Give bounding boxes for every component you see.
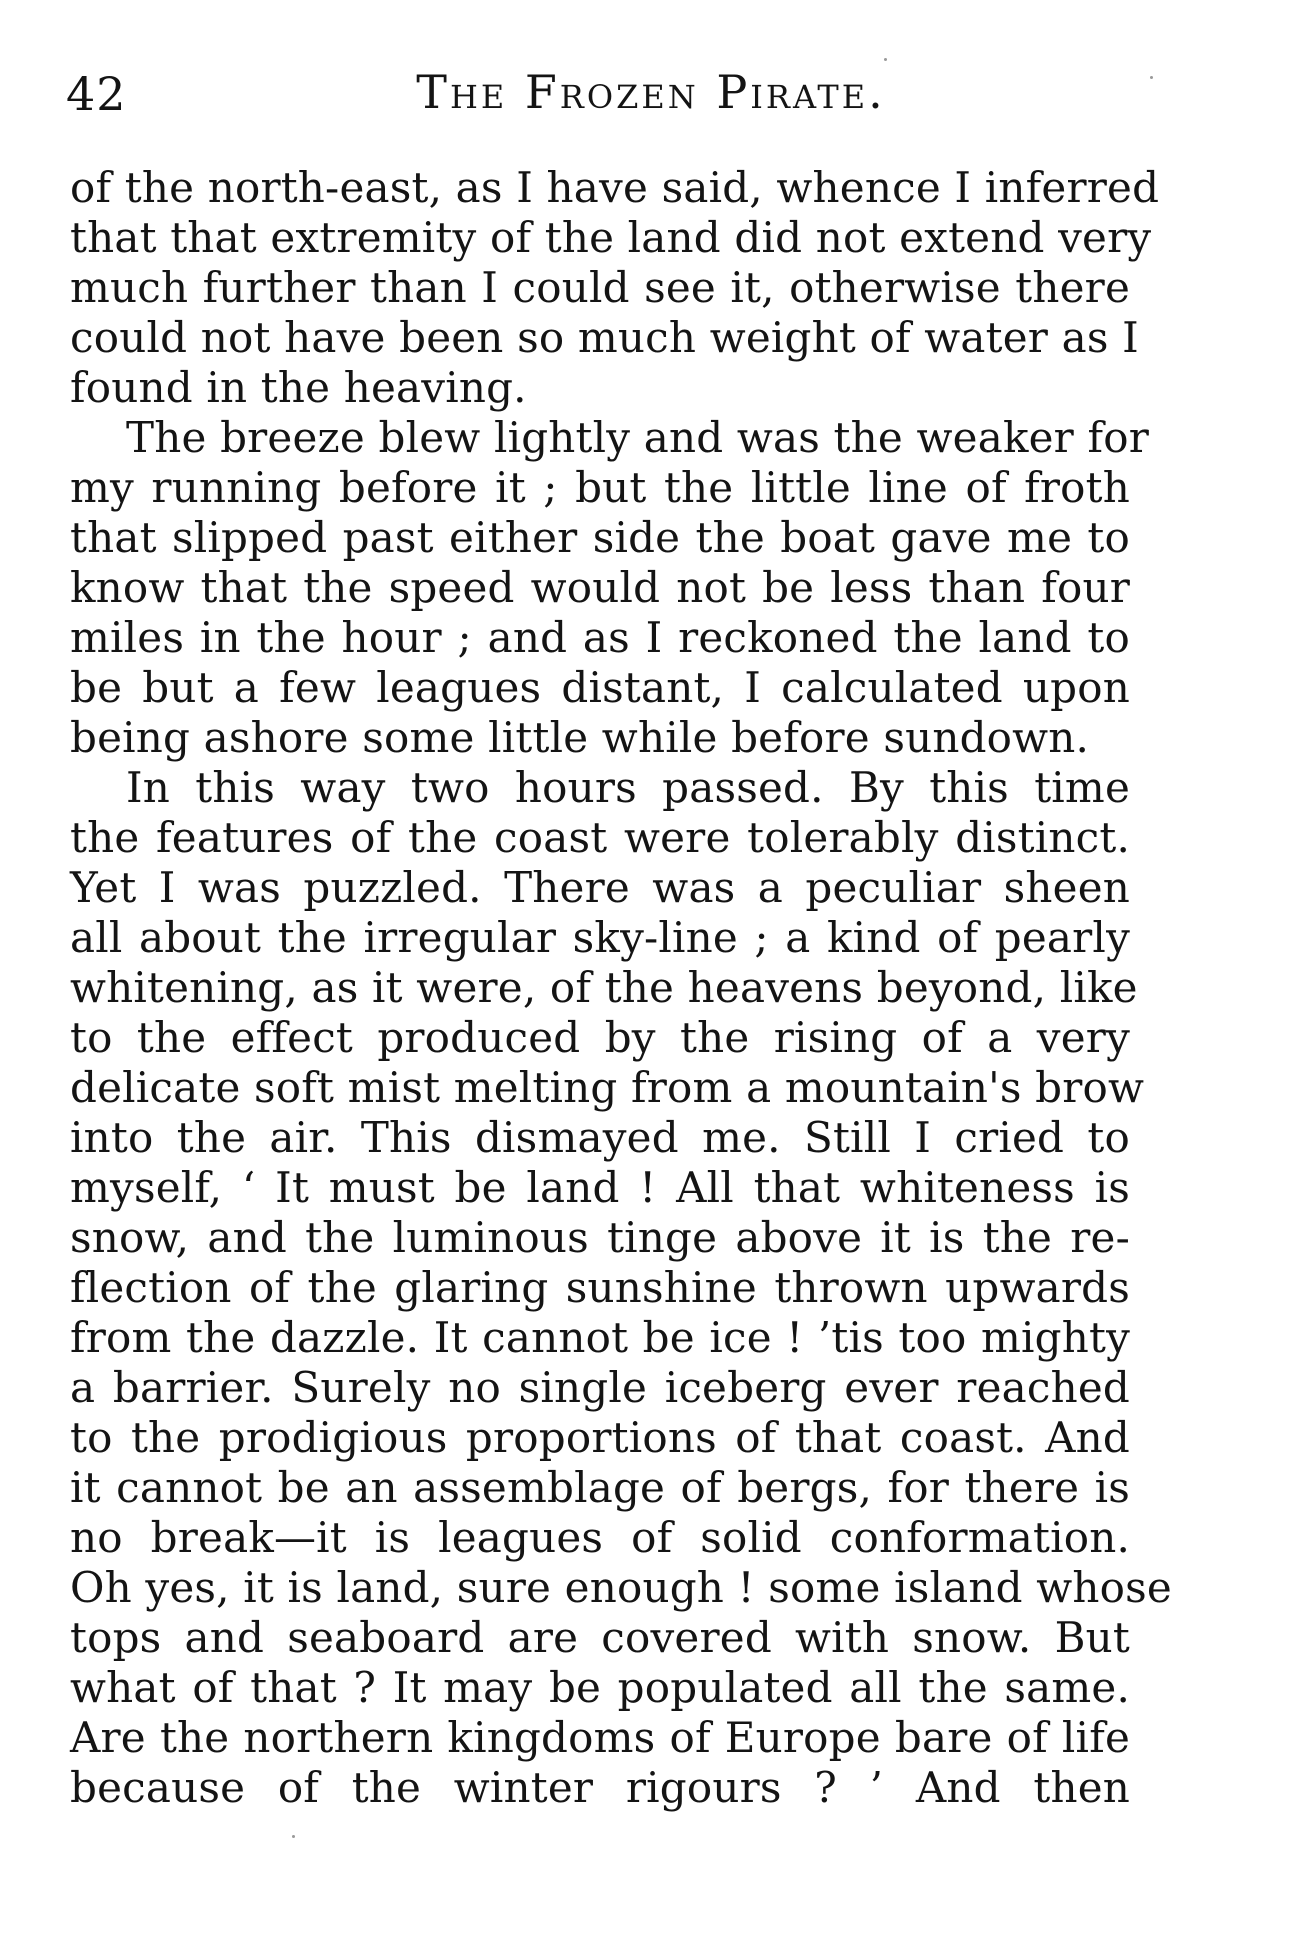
- text-line: being ashore some little while before sundown.: [70, 713, 1090, 762]
- text-line: myself, ‘ It must be land ! All that whiteness is: [70, 1163, 1130, 1212]
- text-line: much further than I could see it, otherwise there: [70, 263, 1130, 312]
- text-line: into the air. This dismayed me. Still I cried to: [70, 1113, 1130, 1162]
- running-title: The Frozen Pirate.: [416, 65, 886, 119]
- text-line: to the effect produced by the rising of a very: [70, 1013, 1130, 1062]
- page-number: 42: [66, 67, 127, 121]
- text-line: The breeze blew lightly and was the weaker for: [126, 413, 1149, 462]
- text-line: it cannot be an assemblage of bergs, for there is: [70, 1463, 1130, 1512]
- text-line: be but a few leagues distant, I calculated upon: [70, 663, 1130, 712]
- text-line: miles in the hour ; and as I reckoned the land to: [70, 613, 1130, 662]
- text-line: flection of the glaring sunshine thrown upwards: [70, 1263, 1130, 1312]
- text-line: my running before it ; but the little line of froth: [70, 463, 1130, 512]
- paper-speck: [884, 58, 887, 61]
- text-line: to the prodigious proportions of that coast. And: [70, 1413, 1130, 1462]
- text-line: that that extremity of the land did not extend very: [70, 213, 1152, 262]
- text-line: what of that ? It may be populated all the same.: [70, 1663, 1130, 1712]
- text-line: Are the northern kingdoms of Europe bare of life: [70, 1713, 1130, 1762]
- text-line: know that the speed would not be less than four: [70, 563, 1130, 612]
- text-line: because of the winter rigours ? ’ And then: [70, 1763, 1130, 1812]
- body-text: [70, 163, 1172, 1813]
- text-line: all about the irregular sky-line ; a kind of pearly: [70, 913, 1130, 962]
- text-line: no break—it is leagues of solid conformation.: [70, 1513, 1130, 1562]
- text-line: Yet I was puzzled. There was a peculiar sheen: [70, 863, 1130, 912]
- paper-speck: [292, 1835, 295, 1838]
- text-line: that slipped past either side the boat gave me to: [70, 513, 1130, 562]
- text-line: found in the heaving.: [70, 363, 527, 412]
- text-line: Oh yes, it is land, sure enough ! some island whose: [70, 1563, 1172, 1612]
- text-line: a barrier. Surely no single iceberg ever reached: [70, 1363, 1130, 1412]
- text-line: whitening, as it were, of the heavens beyond, like: [70, 963, 1138, 1012]
- text-line: In this way two hours passed. By this time: [126, 763, 1130, 812]
- text-line: delicate soft mist melting from a mountain's brow: [70, 1063, 1145, 1112]
- paper-speck: [1150, 76, 1153, 79]
- text-line: could not have been so much weight of water as I: [70, 313, 1139, 362]
- text-line: the features of the coast were tolerably distinct.: [70, 813, 1130, 862]
- text-line: snow, and the luminous tinge above it is the re-: [70, 1213, 1130, 1262]
- text-line: from the dazzle. It cannot be ice ! ’tis too mighty: [70, 1313, 1130, 1362]
- text-line: tops and seaboard are covered with snow. But: [70, 1613, 1130, 1662]
- text-line: of the north-east, as I have said, whence I inferred: [70, 163, 1160, 212]
